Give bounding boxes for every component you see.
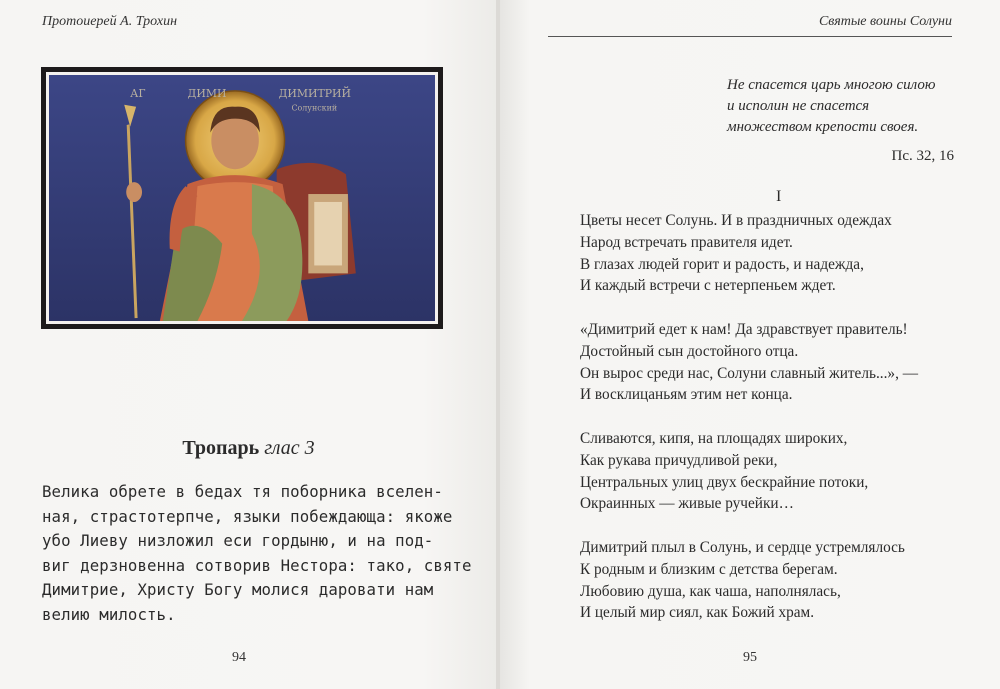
inscription-center: ДИМИ (187, 86, 227, 100)
running-head-author: Протоиерей А. Трохин (42, 14, 178, 29)
running-head-title: Святые воины Солуни (818, 14, 952, 29)
saint-icon-image (46, 72, 438, 324)
tropar-text (42, 480, 472, 627)
tropar-line: Велика обрете в бедах тя поборника вселен- (42, 482, 443, 501)
poem-line: И каждый встречи с нетерпеньем ждет. (580, 277, 836, 295)
epigraph-line: и исполин не спасется (727, 98, 870, 114)
page-number-right: 95 (743, 650, 757, 665)
inscription-right-top: ДИМИТРИЙ (278, 86, 352, 100)
header-rule (548, 36, 952, 37)
epigraph-line: множеством крепости своея. (727, 119, 919, 135)
tropar-line: ная, страстотерпче, языки побеждающа: якоже (42, 506, 453, 526)
tropar-tone: глас 3 (264, 437, 315, 459)
saint-dimitrios-icon (49, 75, 435, 321)
poem-line: Димитрий плыл в Солунь, и сердце устремлялось (580, 538, 905, 556)
poem-line: В глазах людей горит и радость, и надежда, (580, 255, 864, 273)
poem-line: Достойный сын достойного отца. (580, 342, 799, 360)
page-number-left: 94 (232, 650, 246, 665)
poem-line: Сливаются, кипя, на площадях широких, (580, 429, 848, 447)
tropar-line: виг дерзновенна сотворив Нестора: тако, святе (42, 555, 472, 575)
icon-frame (41, 67, 443, 329)
epigraph-reference: Пс. 32, 16 (891, 148, 954, 164)
poem-line: «Димитрий едет к нам! Да здравствует правитель! (580, 320, 908, 338)
tropar-heading (0, 437, 497, 460)
left-page (0, 0, 497, 689)
epigraph (727, 75, 935, 138)
tropar-line: Димитрие, Христу Богу молися даровати нам (42, 580, 434, 599)
right-page (500, 0, 1000, 689)
poem-line: Как рукава причудливой реки, (580, 451, 778, 469)
poem-line: Любовию душа, как чаша, наполнялась, (580, 582, 841, 600)
poem-line: Народ встречать правителя идет. (580, 233, 793, 251)
tropar-line: убо Лиеву низложил еси гордыню, и на под- (42, 531, 434, 550)
tropar-title: Тропарь (182, 437, 260, 459)
poem (580, 210, 918, 646)
stanza (580, 428, 918, 515)
poem-line: Цветы несет Солунь. И в праздничных одеждах (580, 212, 892, 229)
poem-line: К родным и близким с детства берегам. (580, 560, 838, 578)
section-number: I (776, 188, 782, 205)
stanza (580, 210, 918, 297)
stanza (580, 537, 918, 624)
poem-line: Он вырос среди нас, Солуни славный житель...», — (580, 364, 919, 382)
stanza (580, 319, 918, 406)
inscription-left: АГ (130, 86, 146, 100)
tropar-line: велию милость. (42, 604, 176, 624)
poem-line: И восклицаньям этим нет конца. (580, 386, 793, 404)
poem-line: Окраинных — живые ручейки… (580, 495, 794, 513)
poem-line: Центральных улиц двух бескрайние потоки, (580, 473, 869, 491)
epigraph-line: Не спасется царь многою силою (727, 77, 936, 93)
inscription-right-bottom: Солунский (291, 103, 338, 113)
poem-line: И целый мир сиял, как Божий храм. (580, 604, 815, 622)
